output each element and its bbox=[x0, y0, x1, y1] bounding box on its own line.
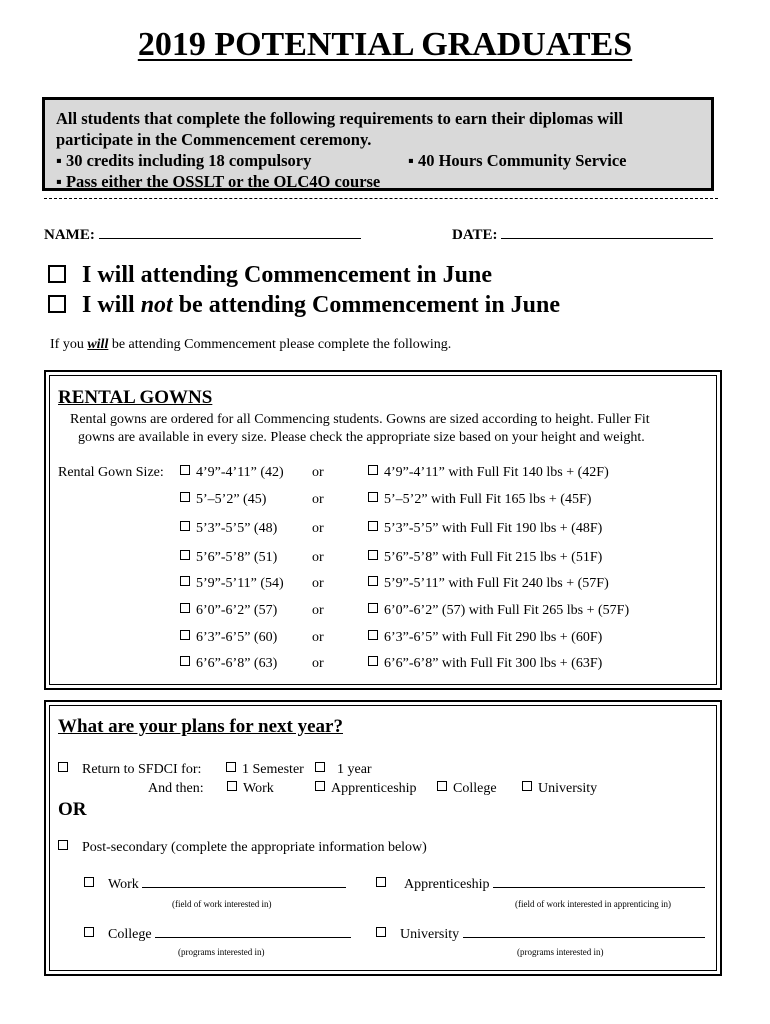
return-label: Return to SFDCI for: bbox=[82, 762, 202, 777]
attending-option[interactable] bbox=[48, 262, 492, 289]
gown-size-regular-1[interactable] bbox=[180, 492, 266, 508]
ps-work-label: Work bbox=[108, 877, 139, 892]
rental-gowns-heading: RENTAL GOWNS bbox=[58, 387, 213, 408]
gown-size-regular-2[interactable] bbox=[180, 521, 277, 537]
gown-size-fullfit-5[interactable] bbox=[368, 603, 629, 619]
gown-size-regular-label: 5’3”-5’5” (48) bbox=[196, 521, 278, 536]
gown-size-or: or bbox=[312, 603, 324, 618]
college-label: College bbox=[453, 781, 497, 796]
university-checkbox[interactable] bbox=[522, 781, 532, 791]
semester-checkbox[interactable] bbox=[226, 762, 236, 772]
gown-size-regular-checkbox[interactable] bbox=[180, 492, 190, 502]
post-secondary-label: Post-secondary (complete the appropriate information below) bbox=[82, 840, 427, 855]
cut-line bbox=[44, 198, 718, 199]
college-checkbox[interactable] bbox=[437, 781, 447, 791]
ps-apprenticeship-field[interactable] bbox=[493, 877, 705, 888]
gown-size-or: or bbox=[312, 465, 324, 480]
gown-size-regular-checkbox[interactable] bbox=[180, 656, 190, 666]
ps-apprenticeship-hint: (field of work interested in apprenticing in) bbox=[515, 899, 671, 909]
gown-size-fullfit-label: 6’6”-6’8” with Full Fit 300 lbs + (63F) bbox=[384, 656, 603, 671]
gown-size-regular-6[interactable] bbox=[180, 630, 277, 646]
work-label: Work bbox=[243, 781, 274, 796]
gown-size-fullfit-6[interactable] bbox=[368, 630, 602, 646]
gown-size-label: Rental Gown Size: bbox=[58, 465, 164, 480]
ps-work-hint: (field of work interested in) bbox=[172, 899, 272, 909]
gown-size-regular-label: 6’0”-6’2” (57) bbox=[196, 603, 278, 618]
not-attending-checkbox[interactable] bbox=[48, 295, 66, 313]
gown-size-or: or bbox=[312, 576, 324, 591]
gown-size-fullfit-3[interactable] bbox=[368, 550, 602, 566]
gown-size-regular-checkbox[interactable] bbox=[180, 521, 190, 531]
gown-size-regular-label: 5’–5’2” (45) bbox=[196, 492, 267, 507]
or-separator: OR bbox=[58, 799, 87, 820]
name-field[interactable] bbox=[99, 226, 361, 239]
gown-size-fullfit-label: 6’3”-6’5” with Full Fit 290 lbs + (60F) bbox=[384, 630, 603, 645]
gown-size-fullfit-checkbox[interactable] bbox=[368, 576, 378, 586]
ps-university-checkbox[interactable] bbox=[376, 927, 386, 937]
gown-size-fullfit-label: 5’6”-5’8” with Full Fit 215 lbs + (51F) bbox=[384, 550, 603, 565]
requirements-intro-1: All students that complete the following requirements to earn their diplomas will bbox=[56, 109, 623, 128]
gown-size-fullfit-label: 5’–5’2” with Full Fit 165 lbs + (45F) bbox=[384, 492, 592, 507]
gown-size-fullfit-label: 5’3”-5’5” with Full Fit 190 lbs + (48F) bbox=[384, 521, 603, 536]
gown-size-fullfit-checkbox[interactable] bbox=[368, 492, 378, 502]
gown-size-fullfit-0[interactable] bbox=[368, 465, 609, 481]
gown-size-or: or bbox=[312, 492, 324, 507]
plans-heading: What are your plans for next year? bbox=[58, 716, 343, 737]
ps-college-checkbox[interactable] bbox=[84, 927, 94, 937]
gown-size-or: or bbox=[312, 521, 324, 536]
rental-desc-2: gowns are available in every size. Please check the appropriate size based on your height and weight. bbox=[78, 430, 645, 445]
ps-apprenticeship-label: Apprenticeship bbox=[404, 877, 490, 892]
gown-size-regular-checkbox[interactable] bbox=[180, 603, 190, 613]
gown-size-regular-3[interactable] bbox=[180, 550, 277, 566]
post-secondary-checkbox[interactable] bbox=[58, 840, 68, 850]
gown-size-fullfit-checkbox[interactable] bbox=[368, 603, 378, 613]
gown-size-regular-label: 6’6”-6’8” (63) bbox=[196, 656, 278, 671]
gown-size-fullfit-label: 4’9”-4’11” with Full Fit 140 lbs + (42F) bbox=[384, 465, 609, 480]
return-checkbox[interactable] bbox=[58, 762, 68, 772]
gown-size-regular-0[interactable] bbox=[180, 465, 284, 481]
ps-work-field[interactable] bbox=[142, 877, 346, 888]
gown-size-fullfit-4[interactable] bbox=[368, 576, 609, 592]
ps-work-checkbox[interactable] bbox=[84, 877, 94, 887]
requirement-credits: ▪ 30 credits including 18 compulsory bbox=[56, 151, 312, 170]
requirements-intro-2: participate in the Commencement ceremony. bbox=[56, 130, 372, 149]
and-then-label: And then: bbox=[148, 781, 204, 796]
gown-size-or: or bbox=[312, 630, 324, 645]
not-attending-label: I will not be attending Commencement in June bbox=[82, 292, 561, 318]
requirement-osslt: ▪ Pass either the OSSLT or the OLC4O course bbox=[56, 172, 381, 191]
gown-size-regular-5[interactable] bbox=[180, 603, 277, 619]
gown-size-fullfit-checkbox[interactable] bbox=[368, 550, 378, 560]
university-label: University bbox=[538, 781, 598, 796]
gown-size-regular-label: 5’9”-5’11” (54) bbox=[196, 576, 284, 591]
apprenticeship-checkbox[interactable] bbox=[315, 781, 325, 791]
gown-size-fullfit-checkbox[interactable] bbox=[368, 630, 378, 640]
gown-size-fullfit-checkbox[interactable] bbox=[368, 521, 378, 531]
gown-size-fullfit-label: 5’9”-5’11” with Full Fit 240 lbs + (57F) bbox=[384, 576, 609, 591]
semester-label: 1 Semester bbox=[242, 762, 304, 777]
requirements-box bbox=[42, 97, 714, 191]
page-title: 2019 POTENTIAL GRADUATES bbox=[137, 26, 633, 63]
ps-apprenticeship-checkbox[interactable] bbox=[376, 877, 386, 887]
instruction-note: If you will be attending Commencement please complete the following. bbox=[50, 337, 452, 352]
gown-size-regular-label: 4’9”-4’11” (42) bbox=[196, 465, 284, 480]
gown-size-fullfit-label: 6’0”-6’2” (57) with Full Fit 265 lbs + (57F) bbox=[384, 603, 630, 618]
ps-university-hint: (programs interested in) bbox=[517, 947, 604, 957]
gown-size-regular-checkbox[interactable] bbox=[180, 576, 190, 586]
attending-checkbox[interactable] bbox=[48, 265, 66, 283]
gown-size-or: or bbox=[312, 656, 324, 671]
ps-university-field[interactable] bbox=[463, 927, 705, 938]
year-label: 1 year bbox=[337, 762, 372, 777]
gown-size-fullfit-2[interactable] bbox=[368, 521, 602, 537]
gown-size-fullfit-checkbox[interactable] bbox=[368, 656, 378, 666]
work-checkbox[interactable] bbox=[227, 781, 237, 791]
gown-size-regular-4[interactable] bbox=[180, 576, 284, 592]
gown-size-fullfit-7[interactable] bbox=[368, 656, 602, 672]
requirement-community-service: ▪ 40 Hours Community Service bbox=[408, 151, 627, 170]
gown-size-regular-label: 6’3”-6’5” (60) bbox=[196, 630, 278, 645]
year-checkbox[interactable] bbox=[315, 762, 325, 772]
apprenticeship-label: Apprenticeship bbox=[331, 781, 417, 796]
date-field[interactable] bbox=[501, 226, 713, 239]
gown-size-regular-checkbox[interactable] bbox=[180, 550, 190, 560]
gown-size-regular-checkbox[interactable] bbox=[180, 465, 190, 475]
rental-desc-1: Rental gowns are ordered for all Commencing students. Gowns are sized according to height. Fuller Fit bbox=[70, 412, 650, 427]
ps-college-label: College bbox=[108, 927, 152, 942]
gown-size-fullfit-1[interactable] bbox=[368, 492, 591, 508]
gown-size-fullfit-checkbox[interactable] bbox=[368, 465, 378, 475]
ps-college-hint: (programs interested in) bbox=[178, 947, 265, 957]
date-label: DATE: bbox=[452, 227, 498, 243]
attending-label: I will attending Commencement in June bbox=[82, 262, 492, 288]
gown-size-regular-checkbox[interactable] bbox=[180, 630, 190, 640]
gown-size-regular-7[interactable] bbox=[180, 656, 277, 672]
gown-size-or: or bbox=[312, 550, 324, 565]
ps-college-field[interactable] bbox=[155, 927, 351, 938]
gown-size-regular-label: 5’6”-5’8” (51) bbox=[196, 550, 278, 565]
name-label: NAME: bbox=[44, 227, 95, 243]
not-attending-option[interactable] bbox=[48, 292, 560, 319]
ps-university-label: University bbox=[400, 927, 460, 942]
